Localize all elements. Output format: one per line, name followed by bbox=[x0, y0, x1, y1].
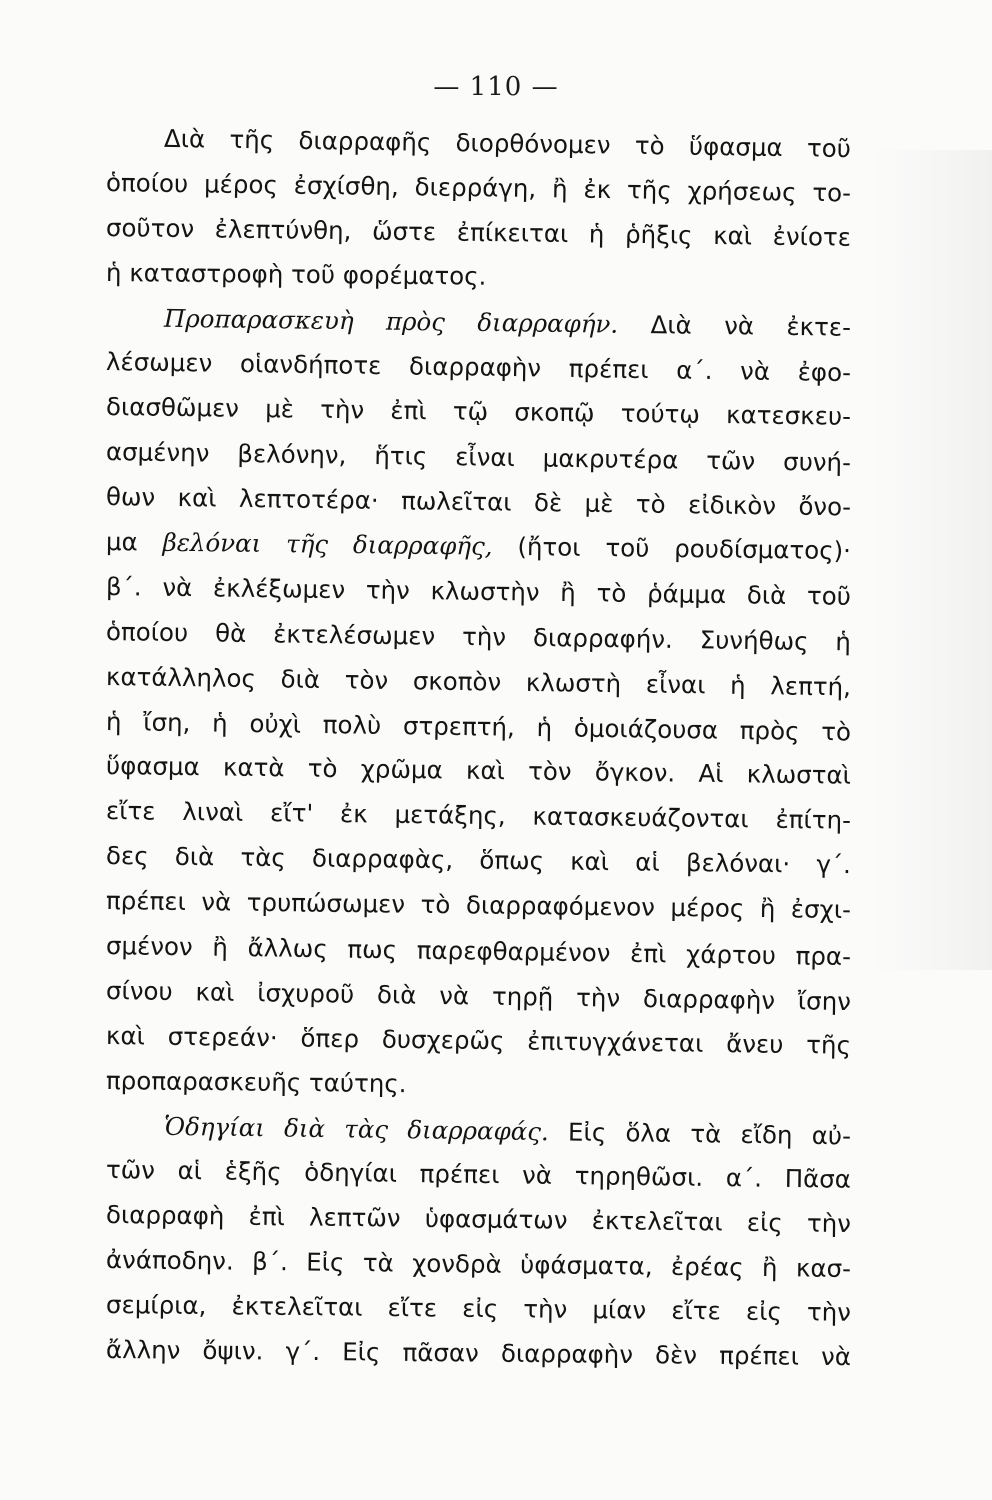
line-text: ὁποίου θὰ ἐκτελέσωμεν τὴν διαρραφήν. Συνήθως ἡ bbox=[105, 616, 852, 657]
line-text: Εἰς ὅλα τὰ εἴδη αὐ- bbox=[548, 1116, 852, 1150]
line-text: σίνου καὶ ἰσχυροῦ διὰ νὰ τηρῇ τὴν διαρραφὴν ἴσην bbox=[105, 975, 852, 1016]
line-text: καὶ στερεάν· ὅπερ δυσχερῶς ἐπιτυγχάνεται ἄνευ τῆς bbox=[105, 1020, 852, 1060]
line-text: προπαρασκευῆς ταύτης. bbox=[105, 1065, 407, 1098]
line-text: μα bbox=[105, 527, 163, 557]
line-text: σεμίρια, ἐκτελεῖται εἴτε εἰς τὴν μίαν εἴτε εἰς τὴν bbox=[105, 1290, 852, 1327]
line-text: ἄλλην ὄψιν. γ΄. Εἰς πᾶσαν διαρραφὴν δὲν πρέπει νὰ bbox=[105, 1335, 852, 1372]
line-text: ὕφασμα κατὰ τὸ χρῶμα καὶ τὸν ὄγκον. Αἱ κλωσταὶ bbox=[105, 751, 852, 791]
text-line bbox=[106, 1328, 851, 1380]
line-text: τῶν αἱ ἑξῆς ὁδηγίαι πρέπει νὰ τηρηθῶσι. α΄. Πᾶσα bbox=[105, 1155, 852, 1195]
line-text: Διὰ τῆς διαρραφῆς διορθόνομεν τὸ ὕφασμα τοῦ bbox=[163, 123, 852, 164]
line-text: ἀνάποδην. β΄. Εἰς τὰ χονδρὰ ὑφάσματα, ἐρέας ἢ κασ- bbox=[105, 1245, 852, 1284]
line-text: πρέπει νὰ τρυπώσωμεν τὸ διαρραφόμενον μέρος ἢ ἐσχι- bbox=[105, 886, 852, 925]
body-text bbox=[106, 116, 851, 1373]
line-text: δες διὰ τὰς διαρραφὰς, ὅπως καὶ αἱ βελόναι· γ΄. bbox=[105, 841, 852, 880]
text-line bbox=[106, 1283, 851, 1336]
line-text: Διὰ νὰ ἐκτε- bbox=[617, 309, 852, 342]
line-text-tail: (ἤτοι τοῦ ρουδίσματος)· bbox=[492, 531, 852, 566]
italic-term: βελόναι τῆς διαρραφῆς, bbox=[162, 527, 493, 561]
text-line bbox=[106, 251, 851, 303]
line-text: ἡ ἴση, ἡ οὐχὶ πολὺ στρεπτή, ἡ ὁμοιάζουσα πρὸς τὸ bbox=[105, 706, 852, 746]
line-text: κατάλληλος διὰ τὸν σκοπὸν κλωστὴ εἶναι ἡ λεπτή, bbox=[105, 661, 852, 702]
text-line bbox=[106, 1059, 851, 1112]
line-text: ὁποίου μέρος ἐσχίσθη, διερράγη, ἢ ἐκ τῆς χρήσεως το- bbox=[105, 167, 852, 208]
line-text: ἡ καταστροφὴ τοῦ φορέματος. bbox=[105, 257, 487, 291]
line-text: σοῦτον ἐλεπτύνθη, ὥστε ἐπίκειται ἡ ῥῆξις καὶ ἐνίοτε bbox=[105, 212, 852, 252]
line-text: διασθῶμεν μὲ τὴν ἐπὶ τῷ σκοπῷ τούτῳ κατεσκευ- bbox=[105, 392, 852, 432]
line-text: εἴτε λιναὶ εἴτ' ἐκ μετάξης, κατασκευάζονται ἐπίτη- bbox=[105, 796, 852, 836]
section-heading: Ὁδηγίαι διὰ τὰς διαρραφάς. bbox=[163, 1111, 550, 1146]
line-text: θων καὶ λεπτοτέρα· πωλεῖται δὲ μὲ τὸ εἰδικὸν ὄνο- bbox=[105, 482, 852, 522]
line-text: ασμένην βελόνην, ἥτις εἶναι μακρυτέρα τῶν συνή- bbox=[105, 437, 852, 478]
show-through-shadow bbox=[872, 150, 992, 970]
section-heading: Προπαρασκευὴ πρὸς διαρραφήν. bbox=[163, 303, 619, 339]
page-number: — 110 — bbox=[433, 72, 559, 102]
line-text: σμένον ἢ ἄλλως πως παρεφθαρμένον ἐπὶ χάρτου πρα- bbox=[105, 931, 852, 972]
line-text: β΄. νὰ ἐκλέξωμεν τὴν κλωστὴν ἢ τὸ ῥάμμα διὰ τοῦ bbox=[105, 571, 852, 611]
line-text: διαρραφὴ ἐπὶ λεπτῶν ὑφασμάτων ἐκτελεῖται εἰς τὴν bbox=[105, 1200, 852, 1239]
line-text: λέσωμεν οἱανδήποτε διαρραφὴν πρέπει α΄. νὰ ἐφο- bbox=[105, 347, 852, 388]
